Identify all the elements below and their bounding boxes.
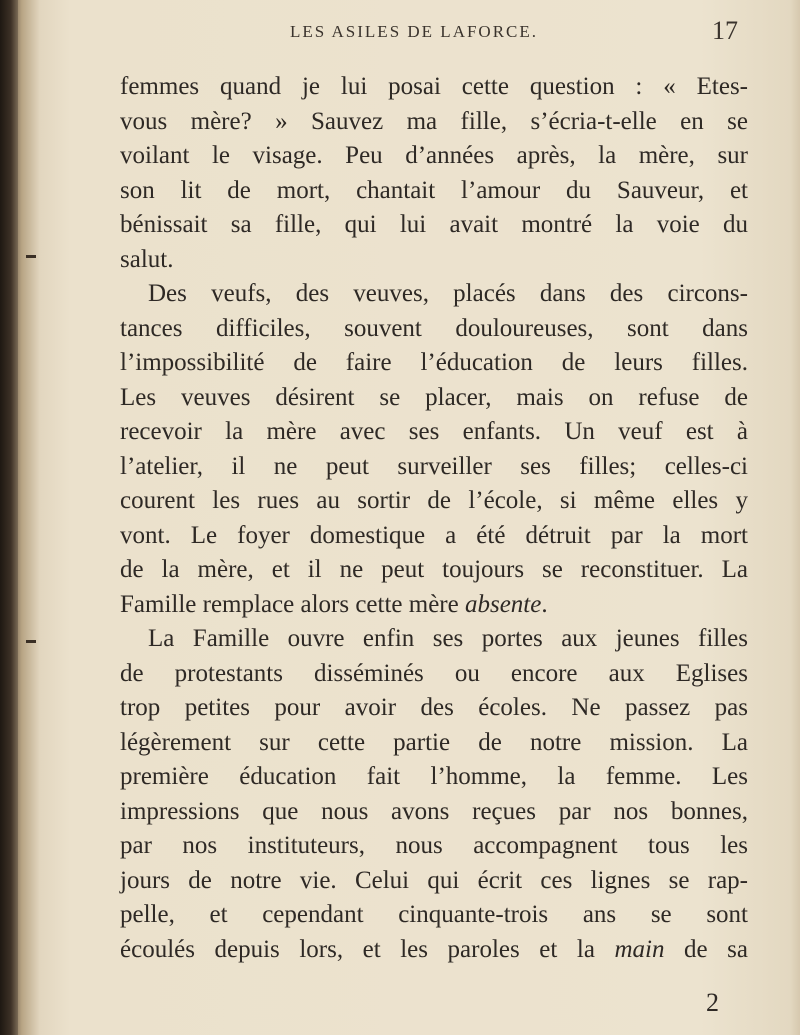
signature-mark: 2: [706, 988, 719, 1017]
text-line: bénissait sa fille, qui lui avait montré la voie du: [120, 211, 748, 238]
text-run: écoulés depuis lors, et les paroles et la: [120, 935, 615, 963]
text-line: Des veufs, des veuves, placés dans des circons-: [148, 280, 748, 307]
text-line: femmes quand je lui posai cette question : « Etes-: [120, 73, 748, 100]
text-line: de protestants disséminés ou encore aux Eglises: [120, 659, 748, 687]
text-line: trop petites pour avoir des écoles. Ne passez pas: [120, 694, 748, 721]
text-line: salut.: [120, 245, 174, 273]
text-line: tances difficiles, souvent douloureuses, sont dans: [120, 314, 748, 342]
body-text: [120, 70, 748, 967]
text-line: l’impossibilité de faire l’éducation de leurs filles.: [120, 349, 748, 376]
book-binding: [0, 0, 18, 1035]
text-line: courent les rues au sortir de l’école, si même elles y: [120, 487, 748, 514]
text-line: La Famille ouvre enfin ses portes aux jeunes filles: [148, 625, 748, 652]
text-line: Les veuves désirent se placer, mais on refuse de: [120, 383, 748, 411]
text-line: vous mère? » Sauvez ma fille, s’écria-t-elle en se: [120, 107, 748, 135]
text-line: par nos instituteurs, nous accompagnent tous les: [120, 832, 748, 859]
text-line: légèrement sur cette partie de notre mission. La: [120, 728, 748, 756]
text-line: [120, 933, 748, 968]
text-line: de la mère, et il ne peut toujours se reconstituer. La: [120, 556, 748, 583]
margin-mark: [26, 255, 36, 258]
text-line: voilant le visage. Peu d’années après, la mère, sur: [120, 142, 748, 169]
text-line: impressions que nous avons reçues par nos bonnes,: [120, 797, 748, 825]
text-line: son lit de mort, chantait l’amour du Sauveur, et: [120, 176, 748, 204]
text-line: première éducation fait l’homme, la femme. Les: [120, 763, 748, 790]
text-run: Famille remplace alors cette mère: [120, 590, 465, 618]
text-line: pelle, et cependant cinquante-trois ans se sont: [120, 901, 748, 928]
page-number: 17: [712, 16, 738, 45]
text-run: de sa: [664, 935, 749, 963]
text-line: l’atelier, il ne peut surveiller ses filles; celles-ci: [120, 452, 748, 480]
italic-word: absente: [464, 590, 542, 618]
running-title: LES ASILES DE LAFORCE.: [290, 22, 539, 41]
margin-mark: [26, 640, 36, 643]
text-line: recevoir la mère avec ses enfants. Un veuf est à: [120, 418, 748, 445]
text-line: jours de notre vie. Celui qui écrit ces lignes se rap-: [120, 866, 748, 894]
text-run: .: [541, 590, 548, 618]
text-line: [120, 588, 748, 623]
text-line: vont. Le foyer domestique a été détruit par la mort: [120, 521, 748, 549]
italic-word: main: [614, 935, 665, 963]
